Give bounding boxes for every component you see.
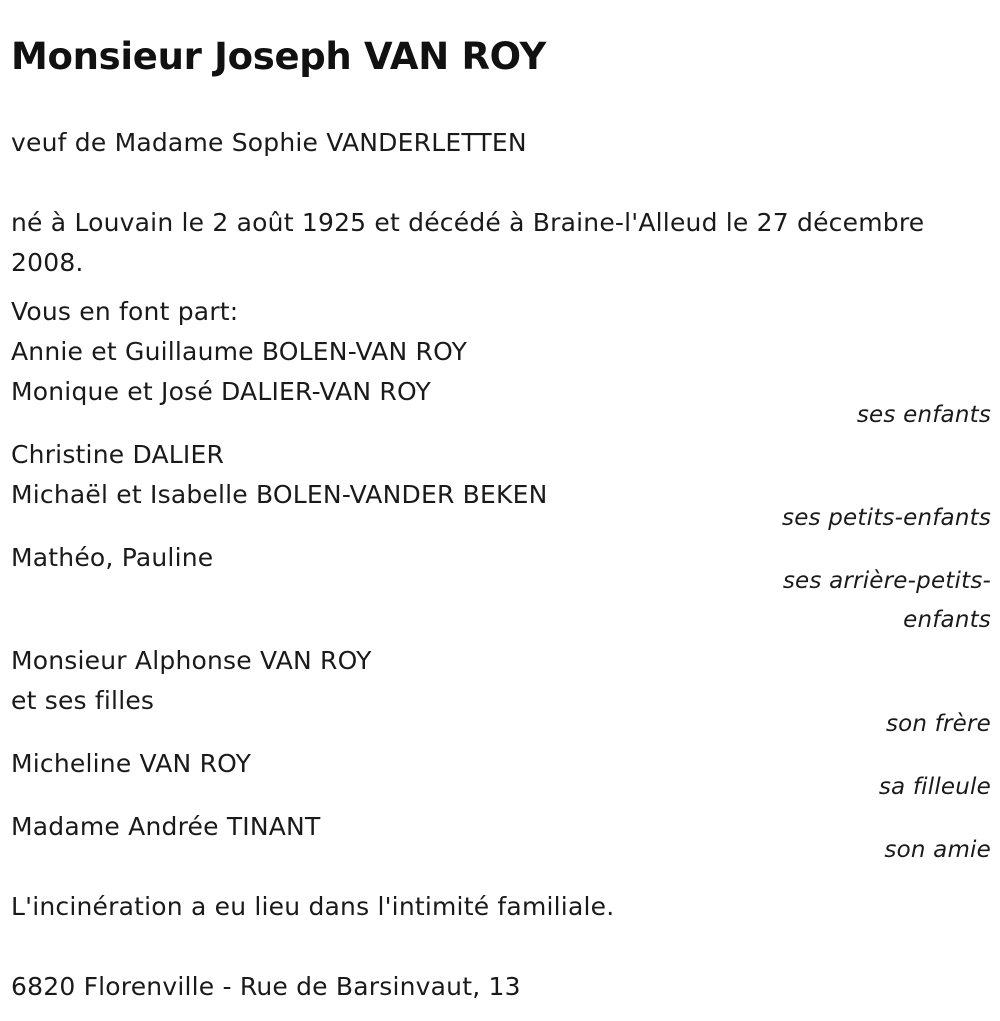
relation-label-grandchildren: ses petits-enfants [782,505,991,531]
family-member-name: Micheline VAN ROY [11,749,252,778]
family-member-name: Annie et Guillaume BOLEN-VAN ROY [11,337,468,366]
relation-label-goddaughter: sa filleule [878,774,991,800]
family-member-name: Mathéo, Pauline [11,543,214,572]
relation-label-brother: son frère [885,711,991,737]
family-member-name: Christine DALIER [11,440,225,469]
obituary-notice [11,0,991,1021]
family-address: 6820 Florenville - Rue de Barsinvaut, 13 [11,972,521,1001]
family-member-name: Monsieur Alphonse VAN ROY [11,646,372,675]
relation-label-friend: son amie [884,837,991,863]
deceased-name-title: Monsieur Joseph VAN ROY [11,35,546,78]
relation-label-great-grandchildren: ses arrière-petits-enfants [782,568,991,633]
family-member-name: Michaël et Isabelle BOLEN-VANDER BEKEN [11,480,548,509]
spouse-line: veuf de Madame Sophie VANDERLETTEN [11,128,527,157]
family-member-name: Monique et José DALIER-VAN ROY [11,377,431,406]
birth-death-line: né à Louvain le 2 août 1925 et décédé à Braine-l'Alleud le 27 décembre 2008. [11,208,925,277]
family-member-name: et ses filles [11,686,155,715]
family-member-name: Madame Andrée TINANT [11,812,321,841]
relation-label-children: ses enfants [856,402,991,428]
ceremony-note: L'incinération a eu lieu dans l'intimité familiale. [11,892,615,921]
announcement-intro: Vous en font part: [11,297,239,326]
